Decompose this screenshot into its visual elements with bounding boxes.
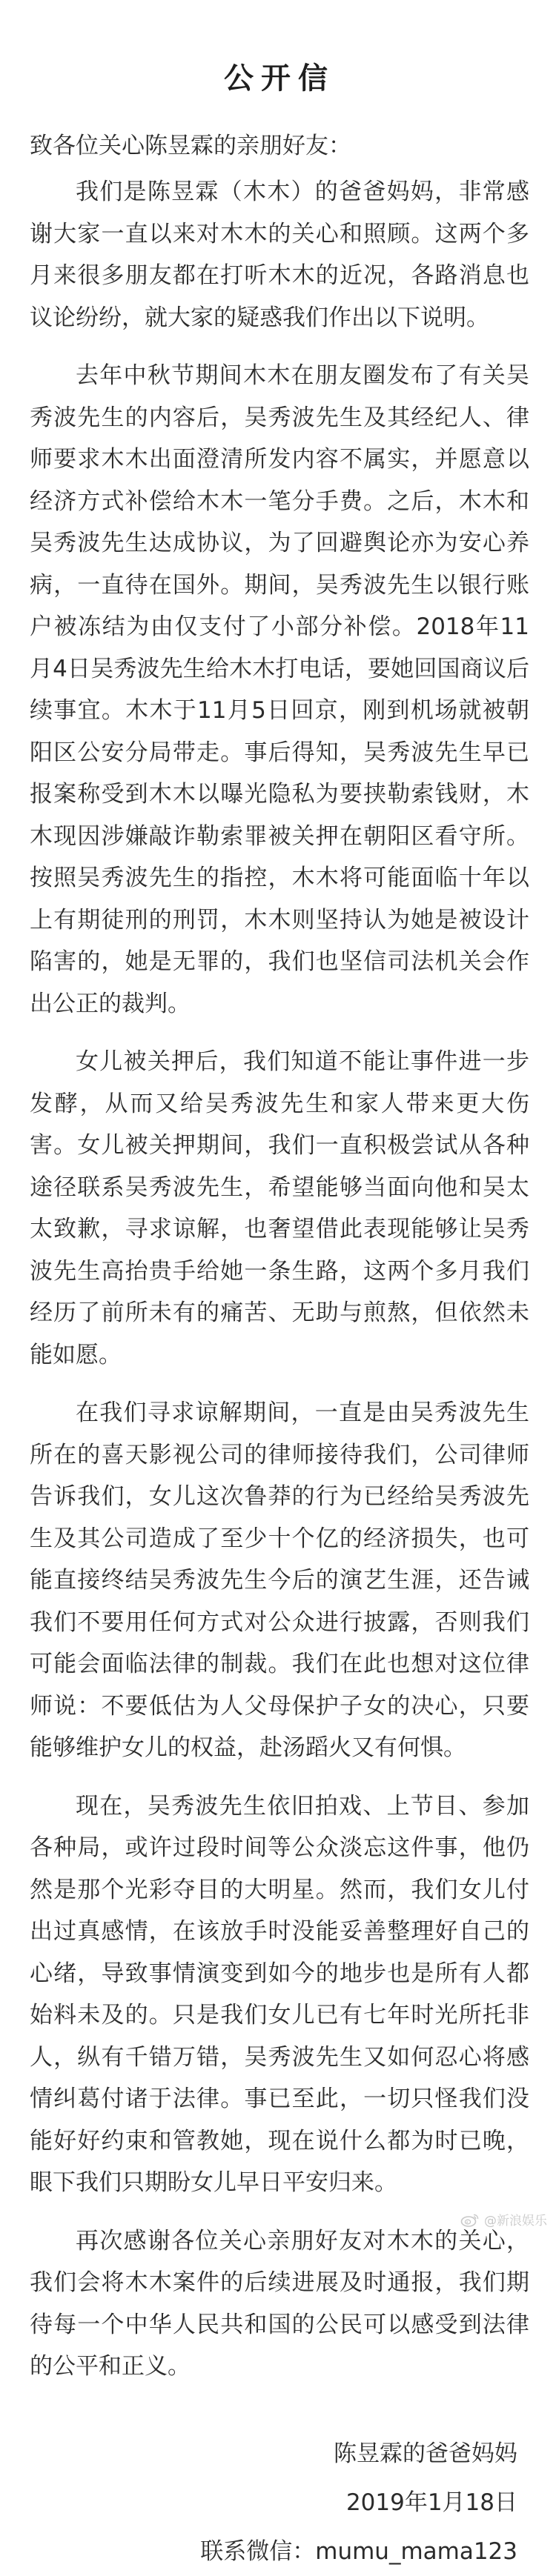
watermark-text: @新浪娱乐 bbox=[484, 2214, 547, 2229]
watermark bbox=[460, 2210, 547, 2229]
letter-paragraph: 去年中秋节期间木木在朋友圈发布了有关吴秀波先生的内容后，吴秀波先生及其经纪人、律师要求木木出面澄清所发内容不属实，并愿意以经济方式补偿给木木一笔分手费。之后，木木和吴秀波先生达成协议，为了回避舆论亦为安心养病，一直待在国外。期间，吴秀波先生以银行账户被冻结为由仅支付了小部分补偿。2018年11月4日吴秀波先生给木木打电话，要她回国商议后续事宜。木木于11月5日回京，刚到机场就被朝阳区公安分局带走。事后得知，吴秀波先生早已报案称受到木木以曝光隐私为要挟勒索钱财，木木现因涉嫌敲诈勒索罪被关押在朝阳区看守所。按照吴秀波先生的指控，木木将可能面临十年以上有期徒刑的刑罚，木木则坚持认为她是被设计陷害的，她是无罪的，我们也坚信司法机关会作出公正的裁判。 bbox=[30, 362, 529, 1017]
letter-contact: 联系微信：mumu_mama123 bbox=[200, 2537, 517, 2565]
letter-paragraph: 女儿被关押后，我们知道不能让事件进一步发酵，从而又给吴秀波先生和家人带来更大伤害。女儿被关押期间，我们一直积极尝试从各种途径联系吴秀波先生，希望能够当面向他和吴太太致歉，寻求谅解，也奢望借此表现能够让吴秀波先生高抬贵手给她一条生路，这两个多月我们经历了前所未有的痛苦、无助与煎熬，但依然未能如愿。 bbox=[30, 1048, 529, 1368]
letter-title: 公开信 bbox=[224, 61, 335, 96]
letter-signoff bbox=[30, 2429, 529, 2576]
letter-paragraph: 在我们寻求谅解期间，一直是由吴秀波先生所在的喜天影视公司的律师接待我们，公司律师告诉我们，女儿这次鲁莽的行为已经给吴秀波先生及其公司造成了至少十个亿的经济损失，也可能直接终结吴秀波先生今后的演艺生涯，还告诫我们不要用任何方式对公众进行披露，否则我们可能会面临法律的制裁。我们在此也想对这位律师说：不要低估为人父母保护子女的决心，只要能够维护女儿的权益，赴汤蹈火又有何惧。 bbox=[30, 1400, 529, 1761]
letter-paragraph: 我们是陈昱霖（木木）的爸爸妈妈，非常感谢大家一直以来对木木的关心和照顾。这两个多月来很多朋友都在打听木木的近况，各路消息也议论纷纷，就大家的疑惑我们作出以下说明。 bbox=[30, 179, 529, 331]
letter-signature: 陈昱霖的爸爸妈妈 bbox=[334, 2440, 517, 2467]
letter-paragraph: 再次感谢各位关心亲朋好友对木木的关心，我们会将木木案件的后续进展及时通报，我们期待每一个中华人民共和国的公民可以感受到法律的公平和正义。 bbox=[30, 2227, 529, 2380]
weibo-logo-icon bbox=[460, 2212, 480, 2227]
letter-salutation: 致各位关心陈昱霖的亲朋好友： bbox=[30, 133, 351, 159]
letter-date: 2019年1月18日 bbox=[345, 2489, 517, 2516]
letter-paragraph: 现在，吴秀波先生依旧拍戏、上节目、参加各种局，或许过段时间等公众淡忘这件事，他仍然是那个光彩夺目的大明星。然而，我们女儿付出过真感情，在该放手时没能妥善整理好自己的心绪，导致事情演变到如今的地步也是所有人都始料未及的。只是我们女儿已有七年时光所托非人，纵有千错万错，吴秀波先生又如何忍心将感情纠葛付诸于法律。事已至此，一切只怪我们没能好好约束和管教她，现在说什么都为时已晚，眼下我们只期盼女儿早日平安归来。 bbox=[30, 1792, 529, 2196]
